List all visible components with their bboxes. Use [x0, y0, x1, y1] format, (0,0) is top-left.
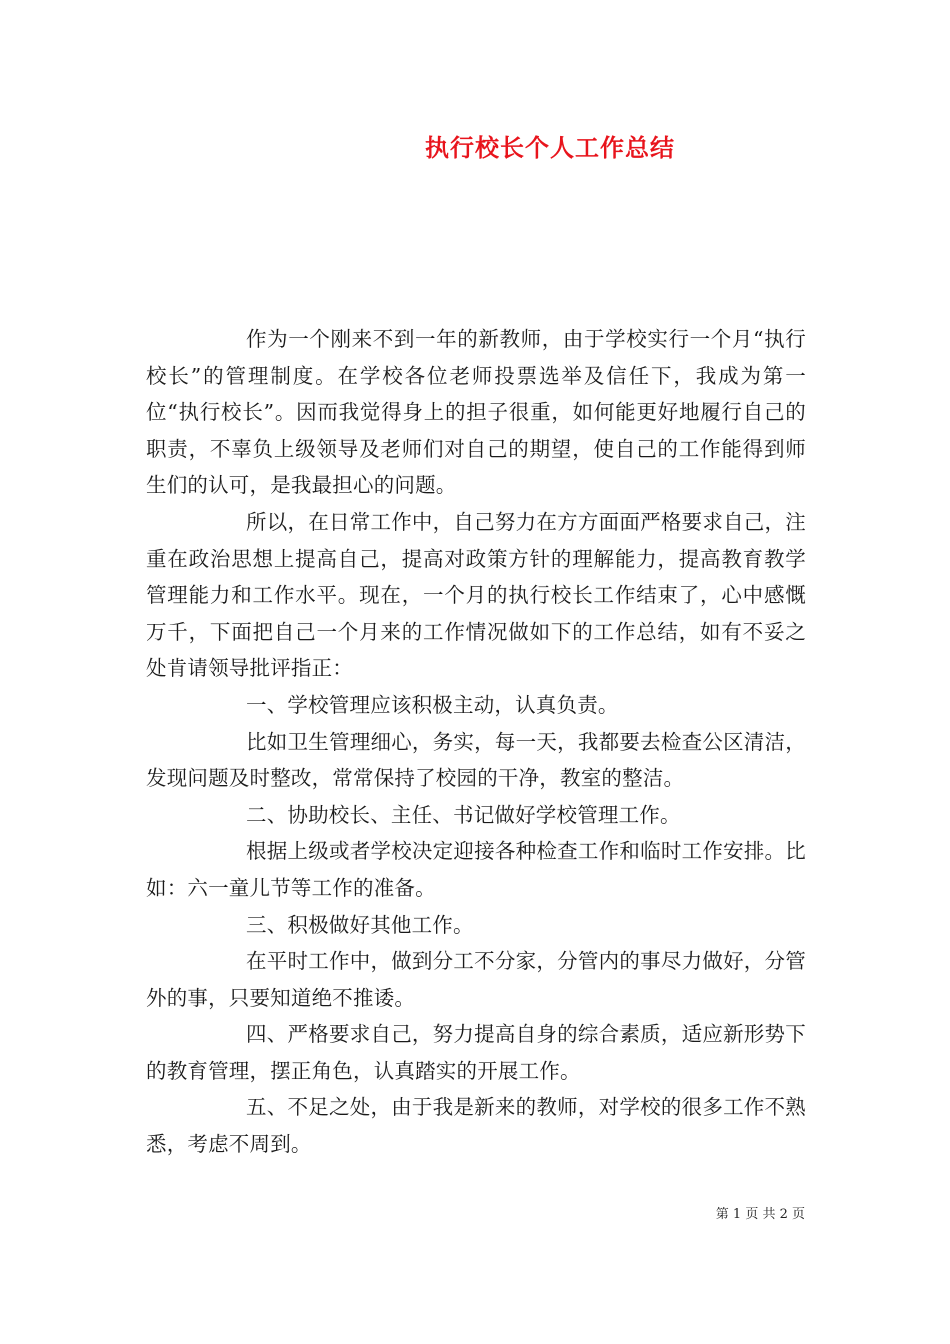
document-body	[146, 321, 806, 1163]
section-heading: 五、不足之处，由于我是新来的教师，对学校的很多工作不熟悉，考虑不周到。	[146, 1095, 806, 1157]
paragraph: 比如卫生管理细心，务实，每一天，我都要去检查公区清洁，发现问题及时整改，常常保持了校园的干净，教室的整洁。	[146, 729, 806, 791]
section-heading: 一、学校管理应该积极主动，认真负责。	[246, 692, 619, 717]
paragraph: 根据上级或者学校决定迎接各种检查工作和临时工作安排。比如：六一童儿节等工作的准备。	[146, 839, 806, 900]
paragraph: 所以，在日常工作中，自己努力在方方面面严格要求自己，注重在政治思想上提高自己，提高对政策方针的理解能力，提高教育教学管理能力和工作水平。现在，一个月的执行校长工作结束了，心中感慨万千，下面把自己一个月来的工作情况做如下的工作总结，如有不妥之处肯请领导批评指正：	[146, 509, 806, 681]
page-number-footer: 第 1 页 共 2 页	[715, 1207, 805, 1222]
paragraph: 作为一个刚来不到一年的新教师，由于学校实行一个月“执行校长”的管理制度。在学校各位老师投票选举及信任下，我成为第一位“执行校长”。因而我觉得身上的担子很重，如何能更好地履行自己的职责，不辜负上级领导及老师们对自己的期望，使自己的工作能得到师生们的认可，是我最担心的问题。	[146, 327, 806, 498]
document-title: 执行校长个人工作总结	[425, 133, 675, 162]
section-heading: 三、积极做好其他工作。	[246, 912, 474, 937]
paragraph: 在平时工作中，做到分工不分家，分管内的事尽力做好，分管外的事，只要知道绝不推诿。	[146, 949, 806, 1010]
section-heading: 二、协助校长、主任、书记做好学校管理工作。	[246, 802, 681, 827]
section-heading: 四、严格要求自己，努力提高自身的综合素质，适应新形势下的教育管理，摆正角色，认真踏实的开展工作。	[146, 1022, 806, 1083]
